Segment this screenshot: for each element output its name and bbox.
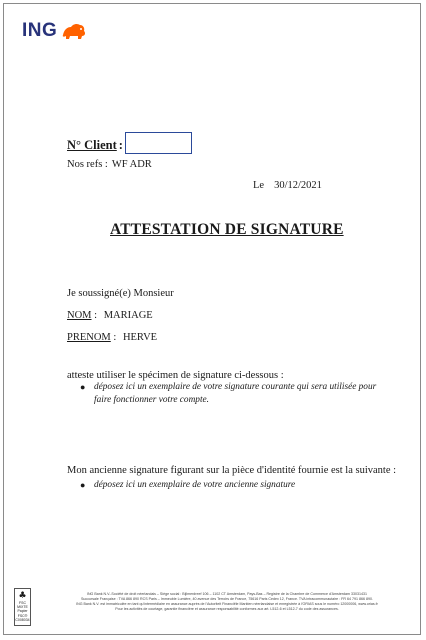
footer-line: Succursale Française : TVA 866 890 RCS Paris – Immeuble Lumière, 40 avenue des Terroirs de France, 75616 Paris Cedex 12, France. TVA intracommunautaire : FR 64 791 866 890. xyxy=(81,597,373,601)
document-title: ATTESTATION DE SIGNATURE xyxy=(110,221,344,238)
refs-label: Nos refs : xyxy=(67,159,108,170)
client-number-field[interactable] xyxy=(125,132,192,154)
tree-icon: ♣ xyxy=(18,591,27,601)
footer-line: ING Bank N.V. est immatriculée en tant qu'intermédiaire en assurance auprès de l'Autoriteit Financiële Markten néerlandaise et enregistrée à l'ORIAS sous le numéro 12000006, www.orias.fr xyxy=(76,602,378,606)
refs-value: WF ADR xyxy=(111,159,152,170)
document-page xyxy=(3,3,421,635)
nom-line xyxy=(67,310,153,321)
document-date xyxy=(253,180,322,191)
signature-instruction xyxy=(80,381,380,406)
ing-logo xyxy=(22,20,87,42)
fsc-text: FSC MIXTE Papier FSC® C008034 xyxy=(15,601,30,622)
logo-text: ING xyxy=(22,20,58,41)
footer-line: ING Bank N.V.-Société de droit néerlandais – Siège social : Bijlmerdreef 106 – 1102 CT Amsterdam, Pays-Bas – Registre de la Chambre de Commerce d'Amsterdam 33031431 xyxy=(86,592,368,596)
footer-line: Pour les activités de courtage, garantie financière et assurance responsabilité conformes aux art. L512-6 et L512-7 du code des assurances. xyxy=(115,607,339,611)
atteste-line: atteste utiliser le spécimen de signature ci-dessous : xyxy=(67,370,284,381)
date-value: 30/12/2021 xyxy=(274,180,322,191)
prenom-line xyxy=(67,332,157,343)
legal-footer xyxy=(34,592,420,612)
nom-value: MARIAGE xyxy=(103,310,153,321)
old-signature-instruction-text: déposez ici un exemplaire de votre ancienne signature xyxy=(94,480,296,490)
nom-separator: : xyxy=(91,310,100,321)
intro-line: Je soussigné(e) Monsieur xyxy=(67,288,174,299)
client-number-label: N° Client xyxy=(67,138,117,152)
client-number-colon: : xyxy=(118,138,123,152)
signature-instruction-text: déposez ici un exemplaire de votre signature courante qui sera utilisée pour faire fonctionner votre compte. xyxy=(94,382,377,405)
nom-label: NOM xyxy=(67,310,92,321)
prenom-label: PRENOM xyxy=(67,332,111,343)
prenom-value: HERVE xyxy=(122,332,158,343)
bullet-icon: ● xyxy=(80,480,86,490)
old-signature-instruction xyxy=(80,479,380,492)
bullet-icon: ● xyxy=(80,382,86,392)
old-signature-line: Mon ancienne signature figurant sur la pièce d'identité fournie est la suivante : xyxy=(67,465,397,476)
fsc-logo xyxy=(14,588,31,626)
lion-icon xyxy=(61,22,87,40)
client-number-row xyxy=(67,132,192,154)
prenom-separator: : xyxy=(110,332,119,343)
references xyxy=(67,159,152,170)
date-label: Le xyxy=(253,180,265,191)
